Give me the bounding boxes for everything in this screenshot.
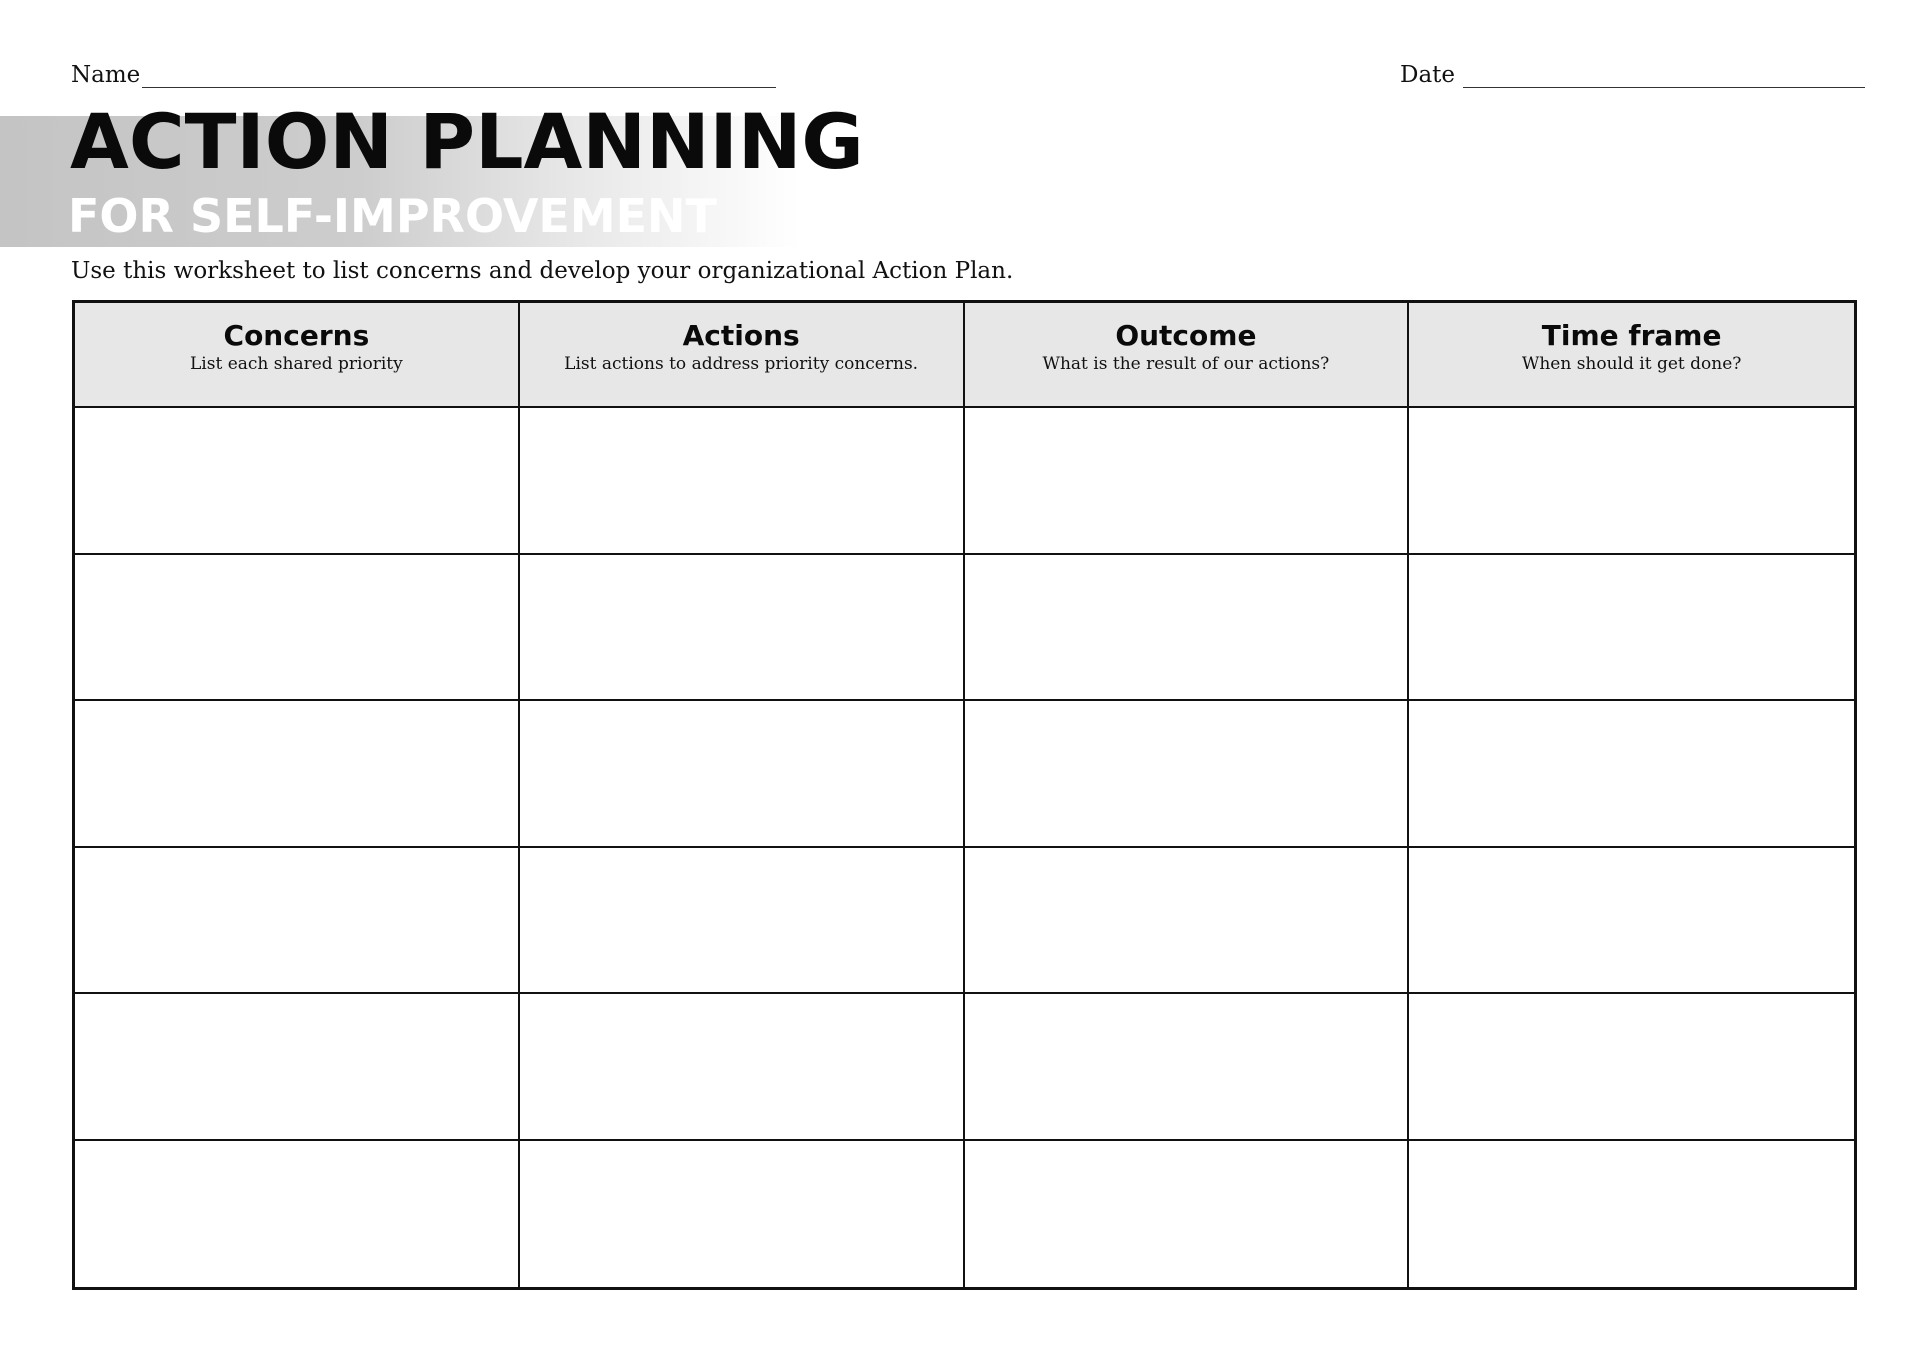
- table-cell-concerns[interactable]: [75, 701, 520, 848]
- date-input-line[interactable]: [1463, 65, 1865, 88]
- name-input-line[interactable]: [142, 65, 776, 88]
- table-cell-concerns[interactable]: [75, 848, 520, 995]
- table-cell-actions[interactable]: [520, 848, 965, 995]
- table-cell-time-frame[interactable]: [1409, 408, 1854, 555]
- column-subtitle: List each shared priority: [190, 354, 403, 375]
- column-title: Outcome: [1115, 319, 1257, 352]
- column-subtitle: List actions to address priority concerns.: [564, 354, 919, 375]
- column-header-actions: [520, 303, 965, 408]
- column-title: Concerns: [223, 319, 370, 352]
- column-header-outcome: [965, 303, 1410, 408]
- column-header-time-frame: [1409, 303, 1854, 408]
- table-cell-outcome[interactable]: [965, 1141, 1410, 1288]
- table-cell-outcome[interactable]: [965, 848, 1410, 995]
- table-cell-time-frame[interactable]: [1409, 555, 1854, 702]
- table-cell-actions[interactable]: [520, 555, 965, 702]
- page-title: ACTION PLANNING: [70, 97, 864, 186]
- table-cell-actions[interactable]: [520, 994, 965, 1141]
- name-label: Name: [71, 62, 141, 88]
- table-cell-time-frame[interactable]: [1409, 994, 1854, 1141]
- table-cell-actions[interactable]: [520, 408, 965, 555]
- table-cell-outcome[interactable]: [965, 994, 1410, 1141]
- table-cell-time-frame[interactable]: [1409, 701, 1854, 848]
- column-subtitle: What is the result of our actions?: [1042, 354, 1330, 375]
- date-label: Date: [1400, 62, 1456, 88]
- table-cell-outcome[interactable]: [965, 701, 1410, 848]
- action-plan-table: [72, 300, 1857, 1290]
- table-cell-outcome[interactable]: [965, 408, 1410, 555]
- name-field[interactable]: [71, 62, 776, 88]
- page-subtitle: FOR SELF-IMPROVEMENT: [68, 189, 717, 243]
- table-cell-concerns[interactable]: [75, 1141, 520, 1288]
- table-cell-concerns[interactable]: [75, 555, 520, 702]
- table-cell-time-frame[interactable]: [1409, 848, 1854, 995]
- table-cell-actions[interactable]: [520, 701, 965, 848]
- table-cell-outcome[interactable]: [965, 555, 1410, 702]
- date-field[interactable]: [1400, 62, 1865, 88]
- table-cell-concerns[interactable]: [75, 408, 520, 555]
- column-title: Actions: [682, 319, 800, 352]
- table-cell-actions[interactable]: [520, 1141, 965, 1288]
- intro-text: Use this worksheet to list concerns and develop your organizational Action Plan.: [71, 258, 1014, 284]
- column-header-concerns: [75, 303, 520, 408]
- table-cell-time-frame[interactable]: [1409, 1141, 1854, 1288]
- column-subtitle: When should it get done?: [1521, 354, 1742, 375]
- column-title: Time frame: [1541, 319, 1722, 352]
- table-cell-concerns[interactable]: [75, 994, 520, 1141]
